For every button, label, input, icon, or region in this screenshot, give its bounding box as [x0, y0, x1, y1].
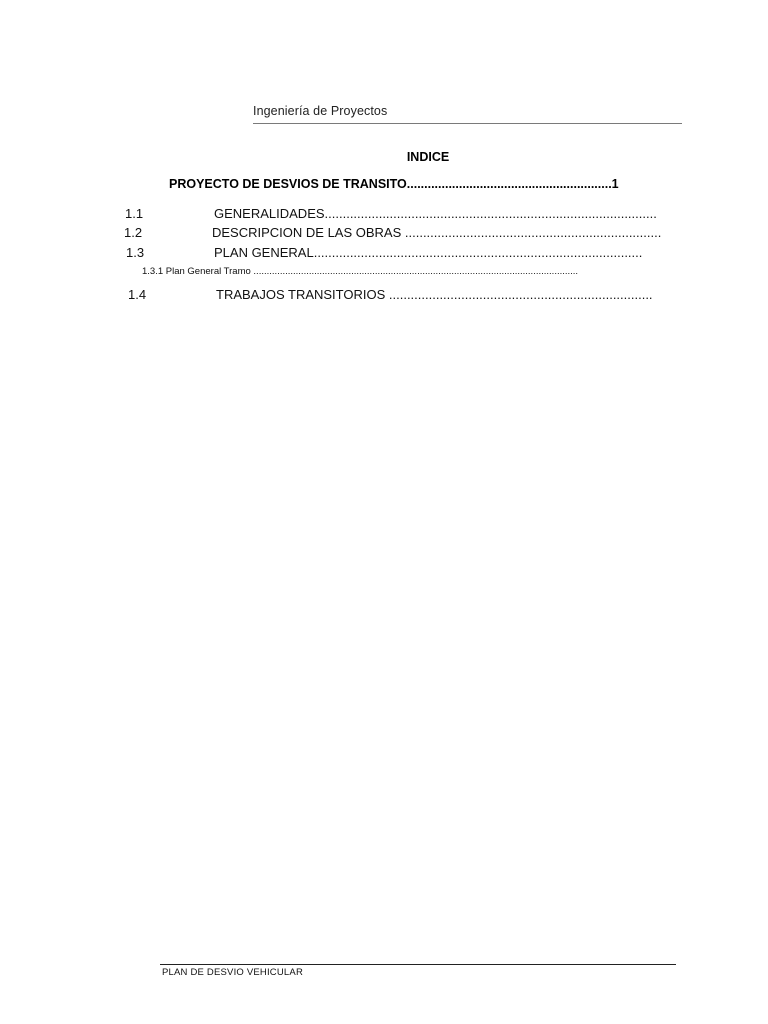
toc-entry-number: 1.3 [126, 245, 145, 260]
toc-entry-number: 1.2 [124, 225, 143, 240]
page-header-title: Ingeniería de Proyectos [253, 104, 388, 118]
toc-entry-label: TRABAJOS TRANSITORIOS ......................................................................... [216, 287, 653, 302]
toc-main-entry: PROYECTO DE DESVIOS DE TRANSITO...........................................................1 [169, 177, 619, 191]
toc-sub-entry-1-3-1: 1.3.1 Plan General Tramo ........................................................................................................................... [142, 266, 579, 277]
header-divider [253, 123, 682, 124]
toc-entry-number: 1.4 [128, 287, 147, 302]
toc-heading: INDICE [406, 150, 450, 164]
page-footer-text: PLAN DE DESVIO VEHICULAR [162, 967, 304, 978]
toc-entry-label: GENERALIDADES............................................................................................ [214, 206, 657, 221]
toc-entry-number: 1.1 [125, 206, 144, 221]
toc-entry-label: PLAN GENERAL........................................................................................... [214, 245, 643, 260]
footer-divider [160, 964, 676, 965]
toc-entry-label: DESCRIPCION DE LAS OBRAS ....................................................................... [212, 225, 662, 240]
